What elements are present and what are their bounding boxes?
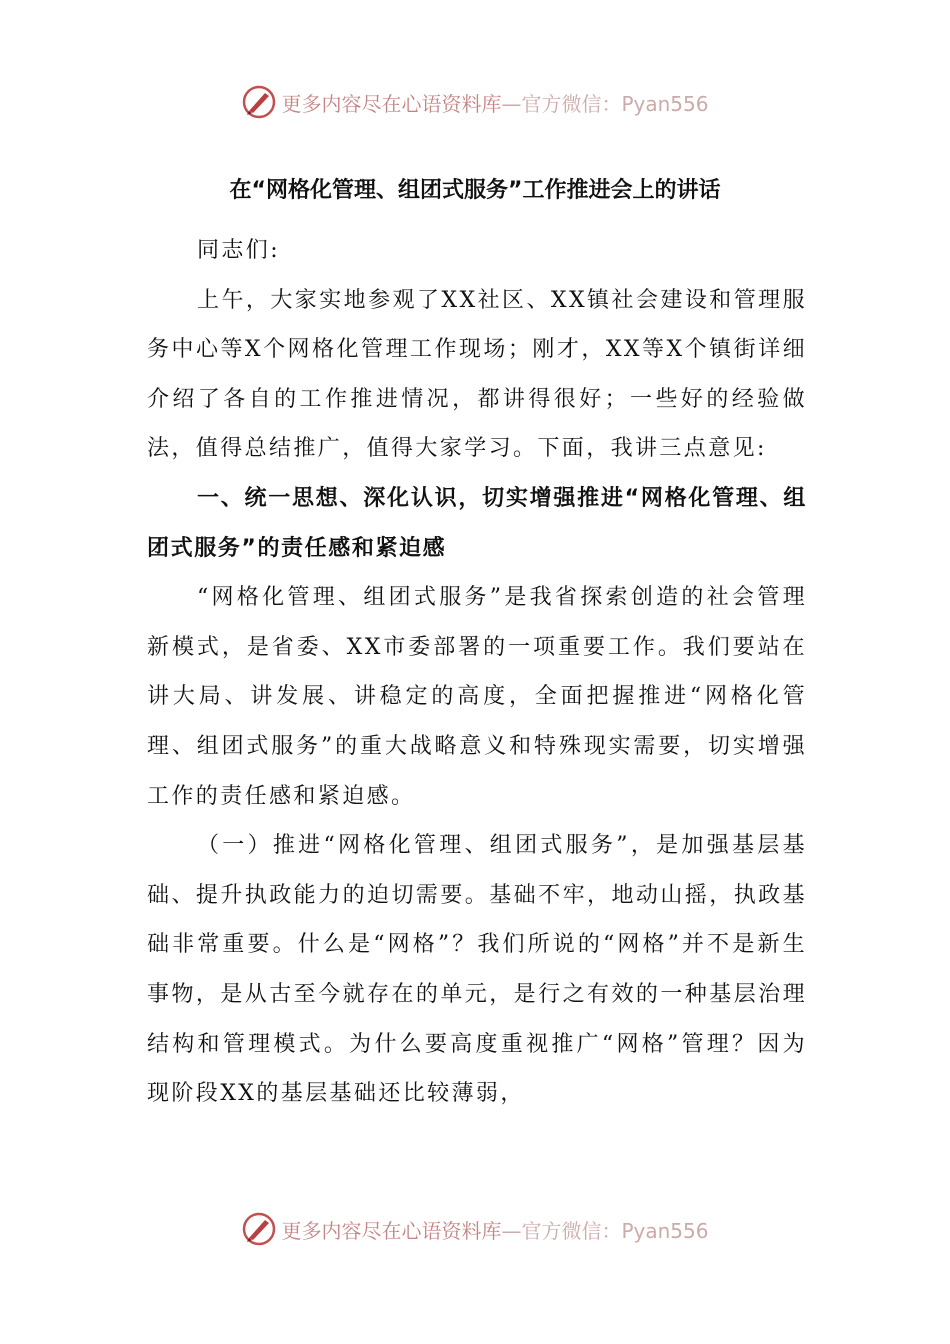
paragraph: 上午，大家实地参观了XX社区、XX镇社会建设和管理服务中心等X个网格化管理工作现场；刚才，XX等X个镇街详细介绍了各自的工作推进情况，都讲得很好；一些好的经验做法，值得总结推广，值得大家学习。下面，我讲三点意见: — [147, 287, 807, 462]
section-heading: 一、统一思想、深化认识，切实增强推进“网格化管理、组团式服务”的责任感和紧迫感 — [147, 485, 807, 561]
salutation: 同志们: — [197, 238, 281, 263]
watermark-tail: —官方微信：Pyan556 — [501, 91, 709, 116]
watermark-banner-top — [0, 82, 950, 122]
watermark-banner-bottom — [0, 1209, 950, 1249]
watermark-text — [281, 88, 708, 117]
watermark-brand: 更多内容尽在心语资料库 — [281, 1218, 502, 1243]
paragraph: （一）推进“网格化管理、组团式服务”，是加强基层基础、提升执政能力的迫切需要。基础不牢，地动山摇，执政基础非常重要。什么是“网格”？我们所说的“网格”并不是新生事物，是从古至今就存在的单元，是行之有效的一种基层治理结构和管理模式。为什么要高度重视推广“网格”管理？因为现阶段XX的基层基础还比较薄弱， — [147, 833, 807, 1107]
watermark-tail: —官方微信：Pyan556 — [501, 1218, 709, 1243]
document-title: 在“网格化管理、组团式服务”工作推进会上的讲话 — [229, 178, 721, 203]
watermark-text — [281, 1215, 708, 1244]
watermark-brand: 更多内容尽在心语资料库 — [281, 91, 502, 116]
pen-circle-icon — [241, 84, 277, 120]
document-body — [147, 226, 807, 1119]
pen-circle-icon — [241, 1211, 277, 1247]
paragraph: “网格化管理、组团式服务”是我省探索创造的社会管理新模式，是省委、XX市委部署的一项重要工作。我们要站在讲大局、讲发展、讲稳定的高度，全面把握推进“网格化管理、组团式服务”的重大战略意义和特殊现实需要，切实增强工作的责任感和紧迫感。 — [147, 585, 807, 809]
